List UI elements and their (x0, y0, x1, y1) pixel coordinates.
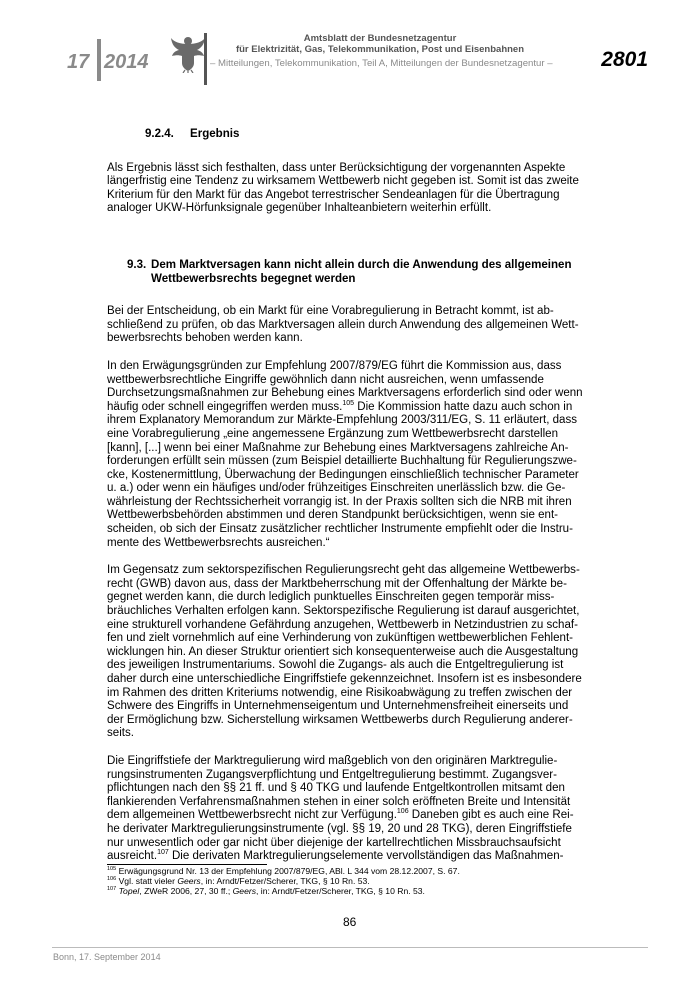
text-line: bewerbsrechts behoben werden kann. (107, 332, 303, 345)
text-line: Im Gegensatz zum sektorspezifischen Regulierungsrecht geht das allgemeine Wettbewerbs- (107, 564, 580, 577)
paragraph-intervention-depth (107, 755, 595, 864)
text-fragment: Die derivaten Marktregulierungselemente vervollständigen das Maßnahmen- (168, 850, 564, 863)
footnote-107 (107, 887, 597, 897)
text-fragment: Die Kommission hatte dazu auch schon in (354, 400, 573, 413)
footnote-ref-107[interactable]: 107 (157, 849, 169, 857)
section-heading-9-2-4 (145, 128, 595, 142)
footnote-text: Vgl. statt vieler (116, 875, 178, 886)
footnote-text: , ZWeR 2006, 27, 30 ff.; (139, 885, 233, 896)
text-line (107, 809, 595, 823)
footer-divider (52, 947, 648, 948)
footnote-number: 105 (107, 866, 117, 873)
section-number: 9.3. (127, 258, 147, 271)
gazette-subtitle: – Mitteilungen, Telekommunikation, Teil A, Mitteilungen der Bundesnetzagentur – (210, 58, 553, 69)
section-title: Ergebnis (190, 128, 240, 140)
footnote-separator (107, 864, 267, 865)
text-line: mente des Wettbewerbsrechts ausreichen.“ (107, 536, 330, 549)
text-line: wettbewerbsrechtliche Eingriffe gewöhnlich dann nicht ausreichen, wenn umfassende (107, 373, 544, 386)
text-line: Kriterium für den Markt für das Angebot terrestrischer Sendeanlagen für die Übertragung (107, 188, 560, 201)
text-line: Schwere des Eingriffs in Unternehmenseigentum und Unternehmensfreiheit einerseits und (107, 700, 569, 713)
footnote-ref-105[interactable]: 105 (342, 399, 355, 407)
text-line: schließend zu prüfen, ob das Marktversagen allein durch Anwendung des allgemeinen Wett- (107, 318, 579, 331)
text-line: ihrem Explanatory Memorandum zur Märkte-Empfehlung 2003/311/EG, S. 11 erläutert, dass (107, 414, 578, 427)
header-divider (97, 39, 101, 81)
footnote-author: Geers (177, 875, 201, 886)
text-line: forderungen erfüllt sein müssen (zum Beispiel detaillierte Buchhaltung für Regulierungszwe- (107, 455, 577, 468)
text-line: Als Ergebnis lässt sich festhalten, dass unter Berücksichtigung der vorgenannten Aspekte (107, 161, 566, 174)
paragraph-result (107, 162, 595, 216)
gazette-title (210, 33, 550, 55)
gazette-title-line2: für Elektrizität, Gas, Telekommunikation, Post und Eisenbahnen (235, 44, 525, 55)
footnote-ref-106[interactable]: 106 (396, 808, 409, 816)
section-heading-9-3 (127, 259, 595, 286)
footnotes (107, 867, 597, 897)
footnote-author: Geers (232, 885, 257, 896)
section-title: Dem Marktversagen kann nicht allein durch die Anwendung des allgemeinen Wettbewerbsrechts begegnet werden (151, 258, 572, 285)
text-line: daher durch eine unterschiedliche Eingriffstiefe gekennzeichnet. Insofern ist es insbesondere (107, 673, 582, 685)
footnote-number: 107 (107, 885, 117, 892)
issue-number: 17 (67, 51, 90, 73)
text-line: recht (GWB) davon aus, dass der Marktbeherrschung mit der Offenhaltung der Märkte be- (107, 577, 567, 590)
paragraph-decision (107, 305, 595, 346)
text-fragment: dem allgemeinen Wettbewerbsrecht nicht zur Verfügung. (107, 809, 397, 822)
paragraph-contrast (107, 564, 595, 741)
text-line: währleistung der Rechtssicherheit vorrangig ist. In der Praxis sollten sich die NRB mit ihren (107, 495, 572, 508)
footer-date: Bonn, 17. September 2014 (53, 952, 161, 962)
paragraph-recitals (107, 360, 595, 550)
text-line: Durchsetzungsmaßnahmen zur Behebung eines Marktversagens erforderlich sind oder wenn (107, 387, 583, 400)
text-line: scheiden, ob sich der Einsatz zusätzlicher rechtlicher Instrumente empfiehlt oder die Instru- (107, 523, 573, 536)
footnote-text: , in: Arndt/Fetzer/Scherer, TKG, § 10 Rn. 53. (256, 885, 425, 896)
footnote-text: , in: Arndt/Fetzer/Scherer, TKG, § 10 Rn. 53. (200, 875, 370, 886)
header-divider-2 (204, 33, 207, 85)
footnote-text: Erwägungsgrund Nr. 13 der Empfehlung 2007/879/EG, ABl. L 344 vom 28.12.2007, S. 67. (116, 866, 460, 876)
text-line: he derivater Marktregulierungsinstrumente (vgl. §§ 19, 20 und 28 TKG), deren Eingriffstiefe (107, 822, 572, 835)
text-line: eine Vorabregulierung „eine angemessene Ergänzung zum Wettbewerbsrecht darstellen (107, 427, 559, 440)
text-line: [kann], [...] wenn bei einer Maßnahme zur Behebung eines Marktversagens zahlreiche An- (107, 441, 569, 454)
text-line: pflichtungen nach den §§ 21 ff. und § 40 TKG und laufende Entgeltkontrollen mitsamt den (107, 782, 565, 795)
text-line: Bei der Entscheidung, ob ein Markt für eine Vorabregulierung in Betracht kommt, ist ab- (107, 305, 554, 318)
footnote-author: Topel (118, 885, 140, 896)
text-line (107, 401, 595, 415)
text-fragment: ausreicht. (107, 850, 158, 863)
document-body (107, 128, 595, 878)
section-number: 9.2.4. (145, 128, 174, 140)
text-line: wicklungen hin. An dieser Struktur orientiert sich konsequenterweise auch die Ausgestaltung (107, 645, 579, 658)
text-line: Wettbewerbsbehörden abstimmen und deren Standpunkt berücksichtigen, wenn sie ent- (107, 509, 559, 522)
text-line (107, 850, 595, 864)
text-fragment: häufig oder schnell eingegriffen werden muss. (107, 400, 343, 413)
text-line: der Ermöglichung bzw. Sicherstellung wirksamen Wettbewerbs durch Regulierung anderer- (107, 713, 573, 726)
gazette-title-line1: Amtsblatt der Bundesnetzagentur (303, 33, 457, 44)
text-fragment: Daneben gibt es auch eine Rei- (408, 809, 574, 822)
document-page-number: 86 (343, 915, 357, 929)
text-line: im Rahmen des dritten Kriteriums notwendig, eine Risikoabwägung zu treffen zwischen der (107, 686, 573, 699)
text-line: seits. (107, 727, 134, 740)
issue-year: 2014 (104, 51, 149, 73)
text-line: bräuchliches Verhalten erfolgen kann. Sektorspezifische Regulierung ist darauf ausgerichtet, (107, 605, 580, 618)
text-line: längerfristig eine Tendenz zu wirksamem Wettbewerb nicht gegeben ist. Somit ist das zweite (107, 175, 579, 188)
text-line: cke, Kostenermittlung, Überwachung der Bedingungen einschließlich technischer Parameter (107, 468, 579, 481)
federal-eagle-icon (170, 33, 206, 73)
text-line: In den Erwägungsgründen zur Empfehlung 2007/879/EG führt die Kommission aus, dass (107, 359, 562, 372)
gazette-page-number: 2801 (601, 48, 648, 71)
text-line: gegnet werden kann, die durch lediglich punktuelles Einschreiten gegen temporär miss- (107, 591, 555, 604)
footnote-number: 106 (107, 876, 117, 883)
text-line: flankierenden Verfahrensmaßnahmen stehen in einer solch eröffneten Breite und Intensität (107, 795, 571, 808)
text-line: Die Eingriffstiefe der Marktregulierung wird maßgeblich von den originären Marktregulie- (107, 754, 558, 767)
issue-label (67, 49, 149, 77)
text-line: u. a.) oder wenn ein häufiges und/oder frühzeitiges Einschreiten unerlässlich bzw. die Ge- (107, 482, 566, 495)
text-line: eine strukturell vorhandene Gefährdung anzugehen, Wettbewerb in Netzindustrien zu schaf- (107, 618, 578, 631)
text-line: rungsinstrumenten Zugangsverpflichtung und Entgeltregulierung bestimmt. Zugangsver- (107, 768, 557, 781)
text-line: des jeweiligen Instrumentariums. Sowohl die Zugangs- als auch die Entgeltregulierung ist (107, 659, 564, 672)
text-line: nur unwesentlich oder gar nicht über diejenige der kartellrechtlichen Missbrauchsaufsicht (107, 836, 561, 849)
text-line: analoger UKW-Hörfunksignale gegenüber Inhalteanbietern weiterhin erfüllt. (107, 202, 492, 215)
text-line: fen und zielt vornehmlich auf eine Verhinderung von zukünftigen wettbewerblichen Fehlent- (107, 632, 574, 645)
